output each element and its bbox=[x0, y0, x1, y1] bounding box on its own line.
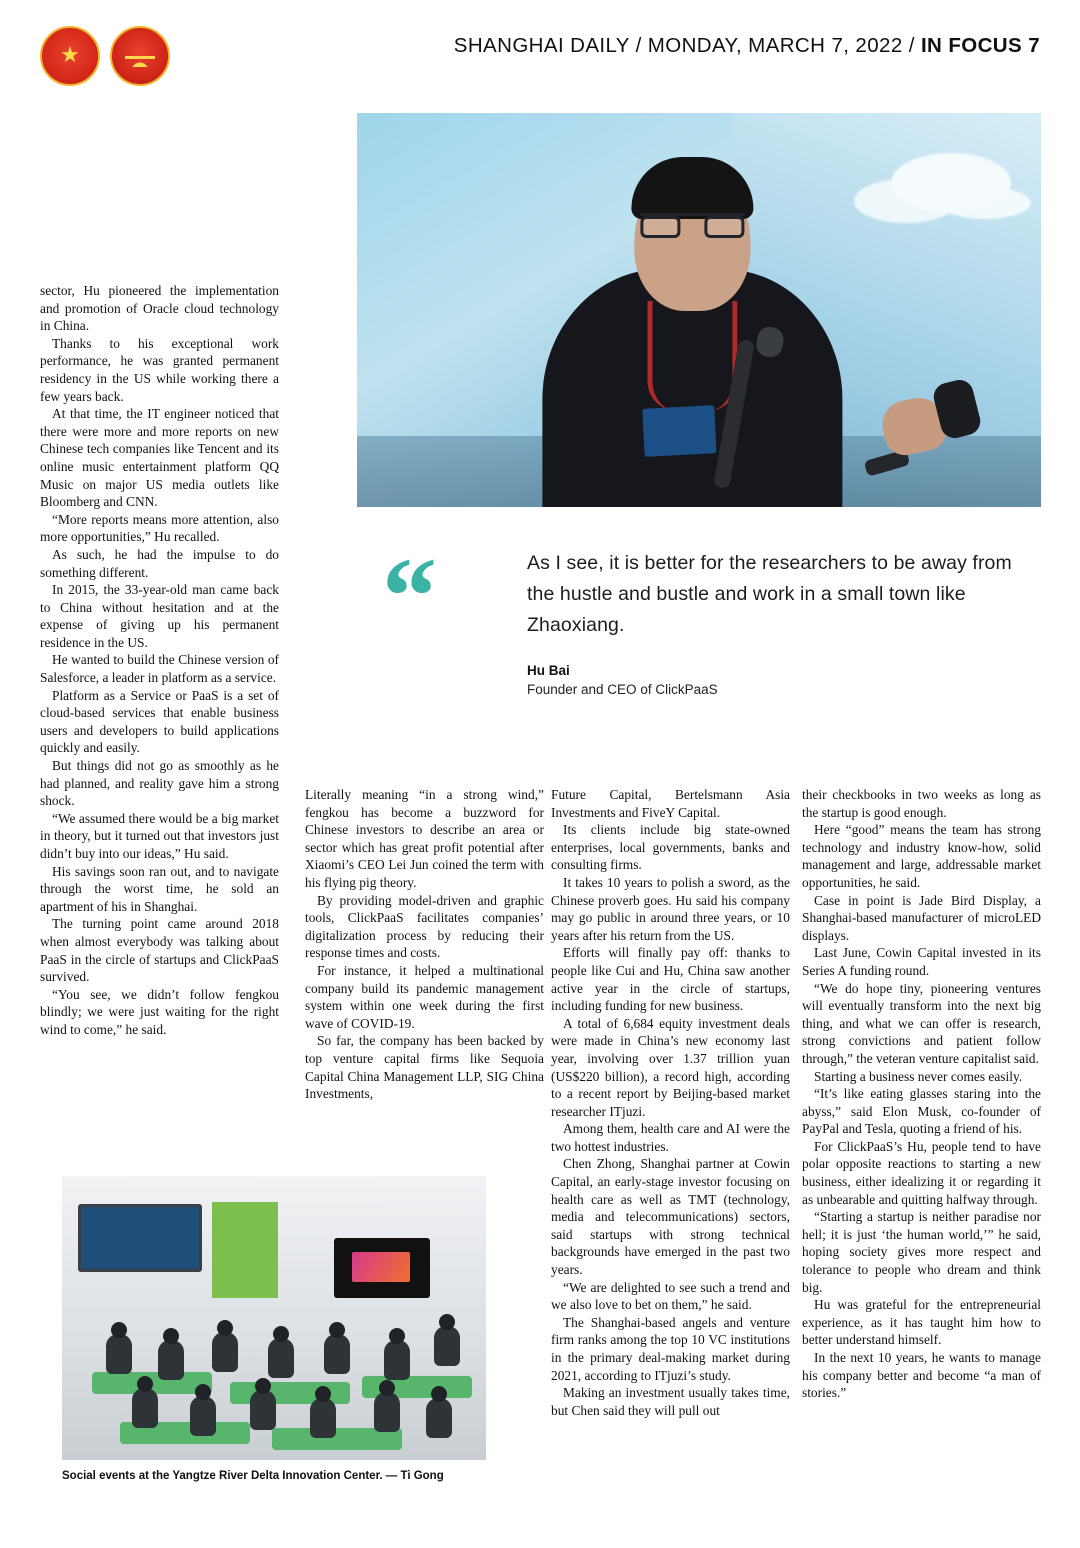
hero-photo bbox=[357, 113, 1041, 507]
hero-photo-speaker bbox=[527, 177, 857, 507]
article-paragraph: “More reports means more attention, also more opportunities,” Hu recalled. bbox=[40, 511, 279, 545]
article-paragraph: He wanted to build the Chinese version of Salesforce, a leader in platform as a service. bbox=[40, 652, 279, 686]
article-paragraph: Case in point is Jade Bird Display, a Shanghai-based manufacturer of microLED displays. bbox=[802, 892, 1041, 943]
bottom-photo-tv bbox=[334, 1238, 430, 1298]
article-paragraph: Starting a business never comes easily. bbox=[814, 1068, 1023, 1084]
article-paragraph: Chen Zhong, Shanghai partner at Cowin Capital, an early-stage investor focusing on health care as well as TMT (technology, media and telecommunications) sectors, said startups with strong technical backgrounds have emerged in the past two years. bbox=[551, 1156, 790, 1278]
article-paragraph: It takes 10 years to polish a sword, as the Chinese proverb goes. Hu said his company may go public in around three years, or 10 years after his return from the US. bbox=[551, 874, 790, 943]
masthead-publication-and-date: SHANGHAI DAILY / MONDAY, MARCH 7, 2022 / bbox=[453, 34, 921, 57]
cppcc-emblem-icon bbox=[110, 26, 170, 86]
article-paragraph: For ClickPaaS’s Hu, people tend to have polar opposite reactions to starting a new business, either idealizing it or regarding it as unbearable and quitting halfway through. bbox=[802, 1138, 1041, 1207]
bottom-photo-person bbox=[324, 1334, 350, 1374]
article-paragraph: their checkbooks in two weeks as long as the startup is good enough. bbox=[802, 787, 1041, 820]
article-paragraph: “You see, we didn’t follow fengkou blindly; we were just waiting for the right wind to come,” he said. bbox=[40, 986, 279, 1037]
bottom-photo-wall-screen bbox=[78, 1204, 202, 1272]
bottom-photo-person bbox=[132, 1388, 158, 1428]
article-column-2 bbox=[305, 786, 544, 1103]
article-paragraph: So far, the company has been backed by top venture capital firms like Sequoia Capital China Management LLP, SIG China Investments, bbox=[305, 1033, 544, 1102]
article-paragraph: His savings soon ran out, and to navigate through the worst time, he sold an apartment of his in Shanghai. bbox=[40, 863, 279, 914]
masthead bbox=[40, 26, 1040, 88]
article-paragraph: At that time, the IT engineer noticed that there were more and more reports on new Chinese tech companies like Tencent and its online music entertainment platform QQ Music on major US media outlets like Bloomberg and CNN. bbox=[40, 406, 279, 510]
bottom-photo-caption: Social events at the Yangtze River Delta Innovation Center. — Ti Gong bbox=[62, 1470, 444, 1482]
bottom-photo-person bbox=[434, 1326, 460, 1366]
china-national-emblem-icon bbox=[40, 26, 100, 86]
bottom-photo-person bbox=[106, 1334, 132, 1374]
glasses-icon bbox=[640, 213, 744, 235]
article-paragraph: “It’s like eating glasses staring into the abyss,” said Elon Musk, co-founder of PayPal and Tesla, quoting a friend of his. bbox=[802, 1086, 1041, 1137]
article-paragraph: Hu was grateful for the entrepreneurial experience, as it has taught him how to better understand himself. bbox=[802, 1297, 1041, 1348]
article-paragraph: In the next 10 years, he wants to manage his company better and become “a man of stories.” bbox=[802, 1350, 1041, 1401]
masthead-section: IN FOCUS bbox=[920, 34, 1023, 57]
article-paragraph: “We do hope tiny, pioneering ventures will eventually transform into the next big thing, and what we can offer is research, strong convictions and patient follow through,” the veteran venture capitalist said. bbox=[802, 980, 1041, 1066]
masthead-title bbox=[454, 34, 1040, 58]
article-column-4 bbox=[802, 786, 1041, 1402]
speaker-badge bbox=[642, 405, 716, 457]
article-paragraph: As such, he had the impulse to do something different. bbox=[40, 546, 279, 580]
article-paragraph: Last June, Cowin Capital invested in its Series A funding round. bbox=[802, 945, 1041, 978]
article-paragraph: sector, Hu pioneered the implementation and promotion of Oracle cloud technology in China. bbox=[40, 283, 279, 334]
article-paragraph: The Shanghai-based angels and venture firm ranks among the top 10 VC institutions in the primary deal-making market during 2021, according to ITjuzi’s study. bbox=[551, 1314, 790, 1383]
bottom-photo-person bbox=[268, 1338, 294, 1378]
article-paragraph: A total of 6,684 equity investment deals were made in China’s new economy last year, involving over 1.37 trillion yuan (US$220 billion), a record high, according to a recent report by Beijing-based market researcher ITjuzi. bbox=[551, 1015, 790, 1119]
bottom-photo-green-panel bbox=[212, 1202, 278, 1298]
article-paragraph: Platform as a Service or PaaS is a set of cloud-based services that enable business users and developers to build applications quickly and easily. bbox=[40, 687, 279, 756]
bottom-photo-person bbox=[374, 1392, 400, 1432]
speaker-lanyard bbox=[647, 301, 737, 411]
article-paragraph: Literally meaning “in a strong wind,” fengkou has become a buzzword for Chinese investors to describe an area or sector which has great profit potential after Xiaomi’s CEO Lei Jun coined the term with his flying pig theory. bbox=[305, 787, 544, 890]
article-paragraph: But things did not go as smoothly as he had planned, and reality gave him a strong shock. bbox=[40, 758, 279, 809]
article-paragraph: Among them, health care and AI were the two hottest industries. bbox=[551, 1121, 790, 1154]
article-paragraph: Future Capital, Bertelsmann Asia Investments and FiveY Capital. bbox=[551, 787, 790, 820]
article-paragraph: Here “good” means the team has strong technology and industry know-how, solid management and large, addressable market opportunities, he said. bbox=[802, 822, 1041, 890]
pull-quote-author: Hu Bai bbox=[527, 663, 570, 678]
article-paragraph: Thanks to his exceptional work performance, he was granted permanent residency in the US while working there a few years back. bbox=[40, 335, 279, 404]
bottom-photo-person bbox=[158, 1340, 184, 1380]
bottom-photo-person bbox=[384, 1340, 410, 1380]
article-paragraph: “Starting a startup is neither paradise nor hell; it is just ‘the human world,’” he said, hoping society gives more respect and tolerance to people who dream and think big. bbox=[802, 1209, 1041, 1295]
pull-quote-text: As I see, it is better for the researchers to be away from the hustle and bustle and work in a small town like Zhaoxiang. bbox=[527, 552, 1012, 636]
article-paragraph: Efforts will finally pay off: thanks to people like Cui and Hu, China saw another active year in the circle of startups, including funding for new business. bbox=[551, 945, 790, 1014]
article-paragraph: Its clients include big state-owned enterprises, local governments, banks and consulting firms. bbox=[551, 822, 790, 873]
bottom-photo-person bbox=[310, 1398, 336, 1438]
bottom-photo bbox=[62, 1176, 486, 1460]
pull-quote-body bbox=[527, 548, 1042, 697]
article-column-1 bbox=[40, 282, 279, 1039]
article-paragraph: In 2015, the 33-year-old man came back to China without hesitation and at the expense of giving up his permanent residence in the US. bbox=[40, 582, 279, 650]
article-paragraph: “We are delighted to see such a trend and we also love to bet on them,” he said. bbox=[551, 1279, 790, 1313]
hero-photo-cloud bbox=[891, 153, 1011, 213]
masthead-page-number: 7 bbox=[1022, 34, 1040, 57]
article-column-3 bbox=[551, 786, 790, 1419]
article-paragraph: “We assumed there would be a big market in theory, but it turned out that investors just didn’t buy into our ideas,” Hu said. bbox=[40, 810, 279, 861]
article-paragraph: By providing model-driven and graphic tools, ClickPaaS facilitates companies’ digitalization process by reducing their response times and costs. bbox=[305, 892, 544, 961]
pull-quote-author-role: Founder and CEO of ClickPaaS bbox=[527, 682, 718, 697]
bottom-photo-person bbox=[212, 1332, 238, 1372]
article-paragraph: Making an investment usually takes time, but Chen said they will pull out bbox=[551, 1385, 790, 1418]
article-paragraph: For instance, it helped a multinational company build its pandemic management system within one week during the first wave of COVID-19. bbox=[305, 962, 544, 1031]
bottom-photo-person bbox=[190, 1396, 216, 1436]
pull-quote bbox=[382, 535, 1042, 697]
bottom-photo-person bbox=[426, 1398, 452, 1438]
masthead-emblems bbox=[40, 26, 170, 86]
quote-mark-icon: “ bbox=[382, 535, 437, 657]
bottom-photo-person bbox=[250, 1390, 276, 1430]
article-paragraph: The turning point came around 2018 when almost everybody was talking about PaaS in the circle of startups and ClickPaaS survived. bbox=[40, 916, 279, 985]
